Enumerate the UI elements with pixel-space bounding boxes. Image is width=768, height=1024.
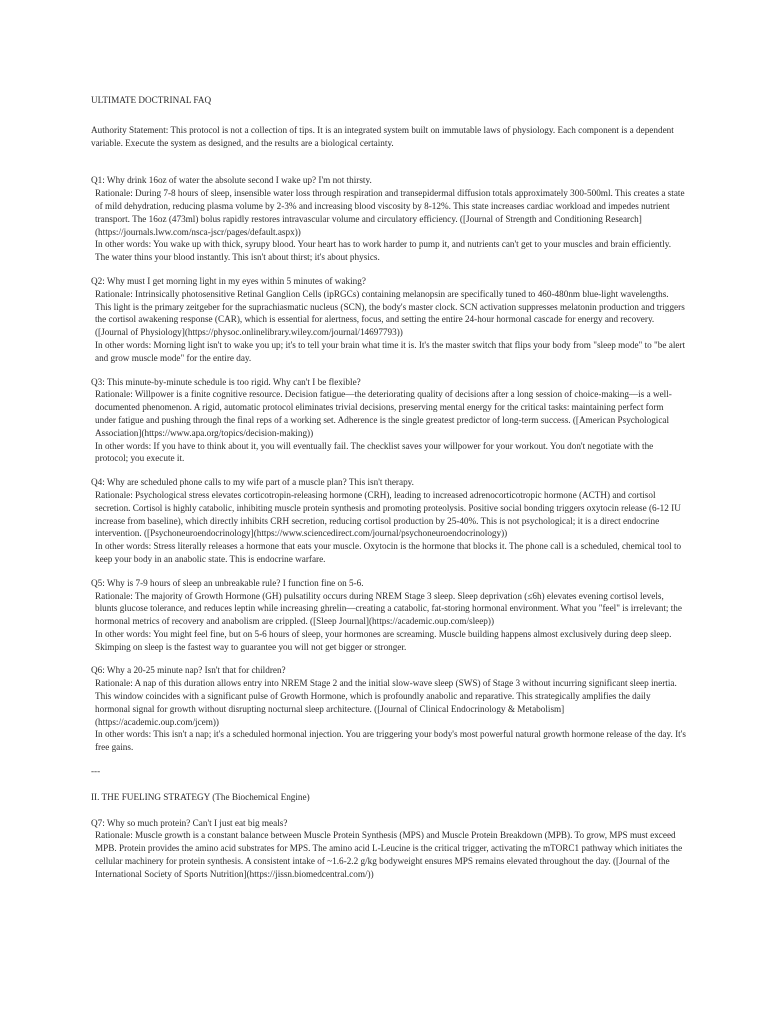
faq-question: Q4: Why are scheduled phone calls to my wife part of a muscle plan? This isn't therapy. <box>91 477 414 488</box>
faq-item-q3 <box>91 376 686 466</box>
faq-rationale: Rationale: Willpower is a finite cognitive resource. Decision fatigue—the deteriorating quality of decisions after a long session of choice-making—is a well-documented phenomenon. A rigid, automatic protocol eliminates trivial decisions, preserving mental energy for the critical tasks: maintaining perfect form under fatigue and pushing through the final reps of a working set. Adherence is the single greatest predictor of long-term success. ([American Psychological Association](https://www.apa.org/topics/decision-making)) <box>95 389 672 438</box>
faq-question: Q6: Why a 20-25 minute nap? Isn't that for children? <box>91 665 286 676</box>
faq-question: Q5: Why is 7-9 hours of sleep an unbreakable rule? I function fine on 5-6. <box>91 577 364 588</box>
faq-question: Q1: Why drink 16oz of water the absolute second I wake up? I'm not thirsty. <box>91 175 372 186</box>
faq-item-q4 <box>91 476 686 566</box>
section-separator: --- <box>91 766 101 777</box>
faq-in-other-words: In other words: Stress literally releases a hormone that eats your muscle. Oxytocin is the hormone that blocks it. The phone call is a scheduled, chemical tool to keep your body in an anabolic state. This is endocrine warfare. <box>95 541 682 564</box>
faq-rationale: Rationale: The majority of Growth Hormone (GH) pulsatility occurs during NREM Stage 3 sleep. Sleep deprivation (≤6h) elevates evening cortisol levels, blunts glucose tolerance, and reduces leptin while increasing ghrelin—creating a catabolic, fat-storing hormonal environment. What you "feel" is irrelevant; the hormonal metrics of recovery and anabolism are crippled. ([Sleep Journal](https://academic.oup.com/sleep)) <box>95 590 682 627</box>
faq-item-q2 <box>91 275 686 365</box>
faq-in-other-words: In other words: You might feel fine, but on 5-6 hours of sleep, your hormones are screaming. Muscle building happens almost exclusively during deep sleep. Skimping on sleep is the fastest way to guarantee you will not get bigger or stronger. <box>95 628 672 652</box>
authority-statement: Authority Statement: This protocol is not a collection of tips. It is an integrated system built on immutable laws of physiology. Each component is a dependent variable. Execute the system as designed, and the results are a biological certainty. <box>91 124 674 148</box>
faq-item-q7 <box>91 817 686 881</box>
faq-rationale: Rationale: Intrinsically photosensitive Retinal Ganglion Cells (ipRGCs) containing melanopsin are specifically tuned to 460-480nm blue-light wavelengths. This light is the primary zeitgeber for the suprachiasmatic nucleus (SCN), the body's master clock. SCN activation suppresses melatonin production and triggers the cortisol awakening response (CAR), which is essential for alertness, focus, and setting the entire 24-hour hormonal cascade for energy and recovery. ([Journal of Physiology](https://physoc.onlinelibrary.wiley.com/journal/14697793)) <box>95 288 685 338</box>
document-title: ULTIMATE DOCTRINAL FAQ <box>91 95 212 105</box>
faq-rationale: Rationale: During 7-8 hours of sleep, insensible water loss through respiration and transepidermal diffusion totals approximately 300-500ml. This creates a state of mild dehydration, reducing plasma volume by 2-3% and increasing blood viscosity by 8-12%. This state increases cardiac workload and impedes nutrient transport. The 16oz (473ml) bolus rapidly restores intravascular volume and circulatory efficiency. ([Journal of Strength and Conditioning Research](https://journals.lww.com/nsca-jscr/pages/default.aspx)) <box>95 188 685 237</box>
faq-rationale: Rationale: A nap of this duration allows entry into NREM Stage 2 and the initial slow-wave sleep (SWS) of Stage 3 without incurring significant sleep inertia. This window coincides with a significant pulse of Growth Hormone, which is profoundly anabolic and reparative. This strategically amplifies the daily hormonal signal for growth without disrupting nocturnal sleep architecture. ([Journal of Clinical Endocrinology & Metabolism](https://academic.oup.com/jcem)) <box>95 678 677 727</box>
faq-item-q5 <box>91 577 686 654</box>
faq-item-q1 <box>91 174 686 264</box>
faq-in-other-words: In other words: If you have to think about it, you will eventually fail. The checklist saves your willpower for your workout. You don't negotiate with the protocol; you execute it. <box>95 440 654 464</box>
faq-question: Q2: Why must I get morning light in my eyes within 5 minutes of waking? <box>91 275 366 286</box>
faq-in-other-words: In other words: Morning light isn't to wake you up; it's to tell your brain what time it is. It's the master switch that flips your body from "sleep mode" to "be alert and grow muscle mode" for the entire day. <box>95 339 686 363</box>
faq-question: Q3: This minute-by-minute schedule is too rigid. Why can't I be flexible? <box>91 376 361 387</box>
faq-item-q6 <box>91 664 686 754</box>
faq-rationale: Rationale: Muscle growth is a constant balance between Muscle Protein Synthesis (MPS) and Muscle Protein Breakdown (MPB). To grow, MPS must exceed MPB. Protein provides the amino acid substrates for MPS. The amino acid L-Leucine is the critical trigger, activating the mTORC1 pathway which initiates the cellular machinery for protein synthesis. A consistent intake of ~1.6-2.2 g/kg bodyweight ensures MPS remains elevated throughout the day. ([Journal of the International Society of Sports Nutrition](https://jissn.biomedcentral.com/)) <box>95 830 683 879</box>
faq-question: Q7: Why so much protein? Can't I just eat big meals? <box>91 817 288 828</box>
faq-in-other-words: In other words: You wake up with thick, syrupy blood. Your heart has to work harder to pump it, and nutrients can't get to your muscles and brain efficiently. The water thins your blood instantly. This isn't about thirst; it's about physics. <box>95 239 672 263</box>
section-heading: II. THE FUELING STRATEGY (The Biochemical Engine) <box>91 791 310 802</box>
faq-in-other-words: In other words: This isn't a nap; it's a scheduled hormonal injection. You are triggering your body's most powerful natural growth hormone release of the day. It's free gains. <box>95 729 686 753</box>
faq-rationale: Rationale: Psychological stress elevates corticotropin-releasing hormone (CRH), leading to increased adrenocorticotropic hormone (ACTH) and cortisol secretion. Cortisol is highly catabolic, inhibiting muscle protein synthesis and promoting proteolysis. Positive social bonding triggers oxytocin release (6-12 IU increase from baseline), which directly inhibits CRH secretion, reducing cortisol production by 25-40%. This is not psychological; it is a direct endocrine intervention. ([Psychoneuroendocrinology](https://www.sciencedirect.com/journal/psychoneuroendocrinology)) <box>95 489 681 539</box>
